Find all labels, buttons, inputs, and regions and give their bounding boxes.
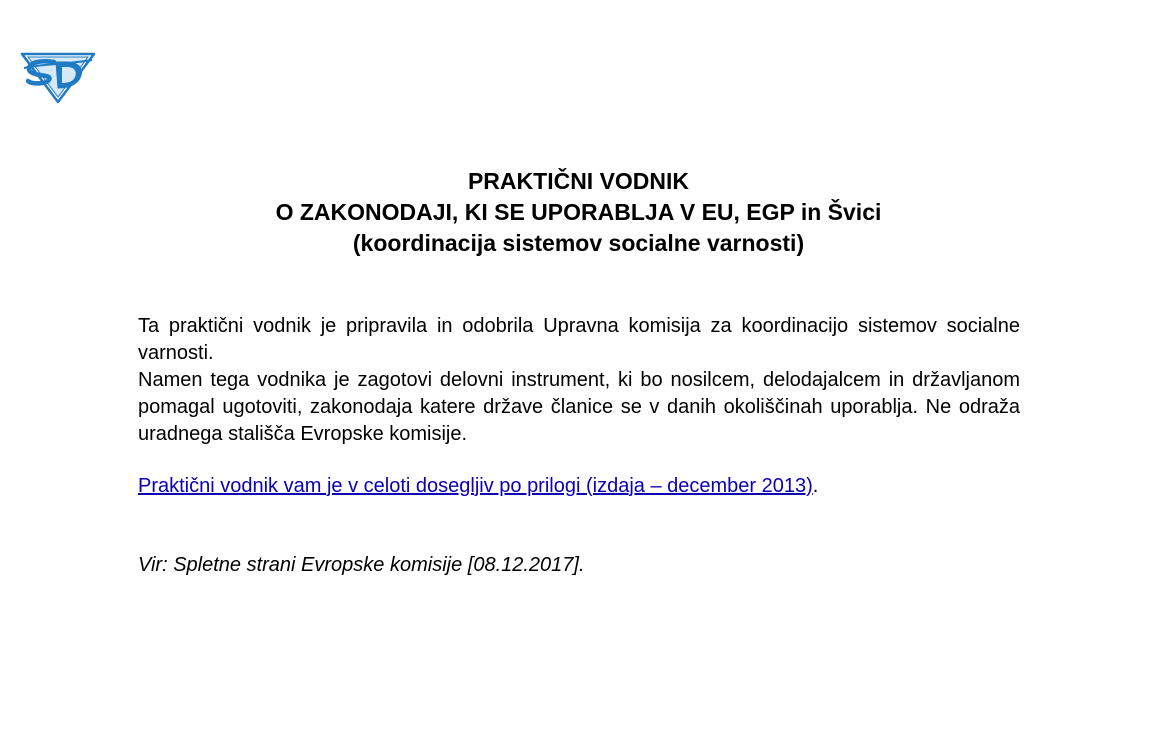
sd-shield-logo-icon [20,48,96,104]
body-text [138,313,1020,448]
title-line-1: PRAKTIČNI VODNIK [467,168,690,194]
guide-link-paragraph [138,473,818,500]
document-title [0,166,1157,259]
guide-link[interactable]: Praktični vodnik vam je v celoti dosegljiv po prilogi (izdaja – december 2013) [138,475,813,497]
body-paragraph-1: Ta praktični vodnik je pripravila in odobrila Upravna komisija za koordinacijo sistemov socialne varnosti. [138,315,1020,364]
source-note: Vir: Spletne strani Evropske komisije [08.12.2017]. [138,554,585,576]
body-paragraph-2: Namen tega vodnika je zagotovi delovni instrument, ki bo nosilcem, delodajalcem in državljanom pomagal ugotoviti, zakonodaja katere države članice se v danih okoliščinah uporablja. Ne odraža uradnega stališča Evropske komisije. [138,369,1020,445]
title-line-3: (koordinacija sistemov socialne varnosti) [352,230,805,256]
link-trailing-period: . [812,475,819,497]
title-line-2: O ZAKONODAJI, KI SE UPORABLJA V EU, EGP in Švici [275,199,882,225]
